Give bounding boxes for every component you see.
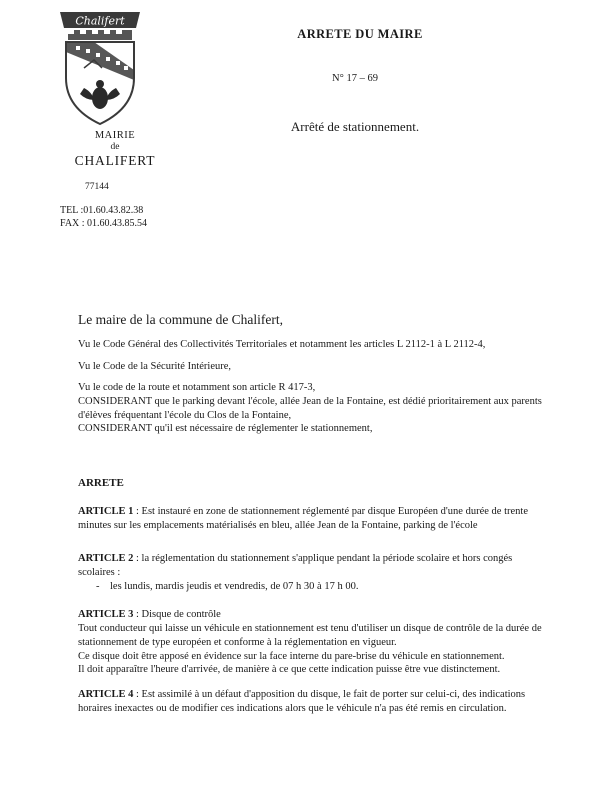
preamble-line: CONSIDERANT que le parking devant l'école, allée Jean de la Fontaine, est dédié prioritairement aux parents d'élèves fréquentant l'école du Clos de la Fontaine, [78, 395, 542, 421]
mairie-label: MAIRIE [94, 130, 136, 141]
preamble-line: Vu le Code de la Sécurité Intérieure, [78, 360, 232, 372]
article-title: : Disque de contrôle [133, 609, 221, 620]
document-number: N° 17 – 69 [332, 73, 378, 84]
preamble-line: CONSIDERANT qu'il est nécessaire de réglementer le stationnement, [78, 423, 373, 435]
article-label: ARTICLE 2 [78, 553, 134, 564]
preamble [78, 312, 548, 436]
preamble-line: Vu le code de la route et notamment son article R 417-3, [78, 382, 316, 394]
preamble-line: Vu le Code Général des Collectivités Territoriales et notamment les articles L 2112-1 à L 2112-4, [78, 339, 486, 350]
bullet-text: les lundis, mardis jeudis et vendredis, de 07 h 30 à 17 h 00. [110, 580, 359, 592]
contact-info [60, 205, 147, 230]
article-3 [78, 608, 548, 677]
article-4 [78, 688, 548, 716]
article-label: ARTICLE 4 [78, 689, 134, 700]
article-1 [78, 505, 548, 533]
document-title: ARRETE DU MAIRE [297, 27, 423, 41]
article-paragraph: Tout conducteur qui laisse un véhicule en stationnement est tenu d'utiliser un disque de contrôle de la durée de stationnement de type européen et conforme à la réglementation en vigueur. [78, 622, 542, 648]
schedule-bullet: - les lundis, mardis jeudis et vendredis, de 07 h 30 à 17 h 00. [96, 580, 359, 592]
fax-line: FAX : 01.60.43.85.54 [60, 217, 148, 229]
mairie-block [55, 130, 175, 169]
article-paragraph: Ce disque doit être apposé en évidence sur la face interne du pare-brise du véhicule en stationnement. [78, 650, 505, 662]
arrete-heading: ARRETE [78, 477, 124, 489]
article-label: ARTICLE 3 [78, 609, 134, 620]
article-text: : Est instauré en zone de stationnement réglementé par disque Européen d'une durée de trente minutes sur les emplacements matérialisés en bleu, allée Jean de la Fontaine, parking de l'école [78, 506, 528, 531]
mairie-de: de [110, 142, 120, 153]
article-2 [78, 552, 548, 594]
postal-code: 77144 [85, 182, 109, 192]
crest-banner-text: Chalifert [75, 14, 125, 28]
article-label: ARTICLE 1 [78, 506, 134, 517]
document-subject: Arrêté de stationnement. [290, 119, 420, 134]
preamble-intro: Le maire de la commune de Chalifert, [78, 312, 284, 327]
municipal-crest [54, 8, 146, 128]
article-text: : Est assimilé à un défaut d'apposition du disque, le fait de porter sur celui-ci, des indications horaires inexactes ou de modifier ces indications alors que le véhicule n'a pas été remis en circulation. [78, 689, 526, 714]
commune-name: CHALIFERT [74, 152, 156, 168]
article-paragraph: Il doit apparaître l'heure d'arrivée, de manière à ce que cette indication puisse être vue distinctement. [78, 664, 501, 676]
tel-line: TEL :01.60.43.82.38 [60, 205, 144, 216]
article-text: : la réglementation du stationnement s'applique pendant la période scolaire et hors congés scolaires : [78, 553, 513, 578]
